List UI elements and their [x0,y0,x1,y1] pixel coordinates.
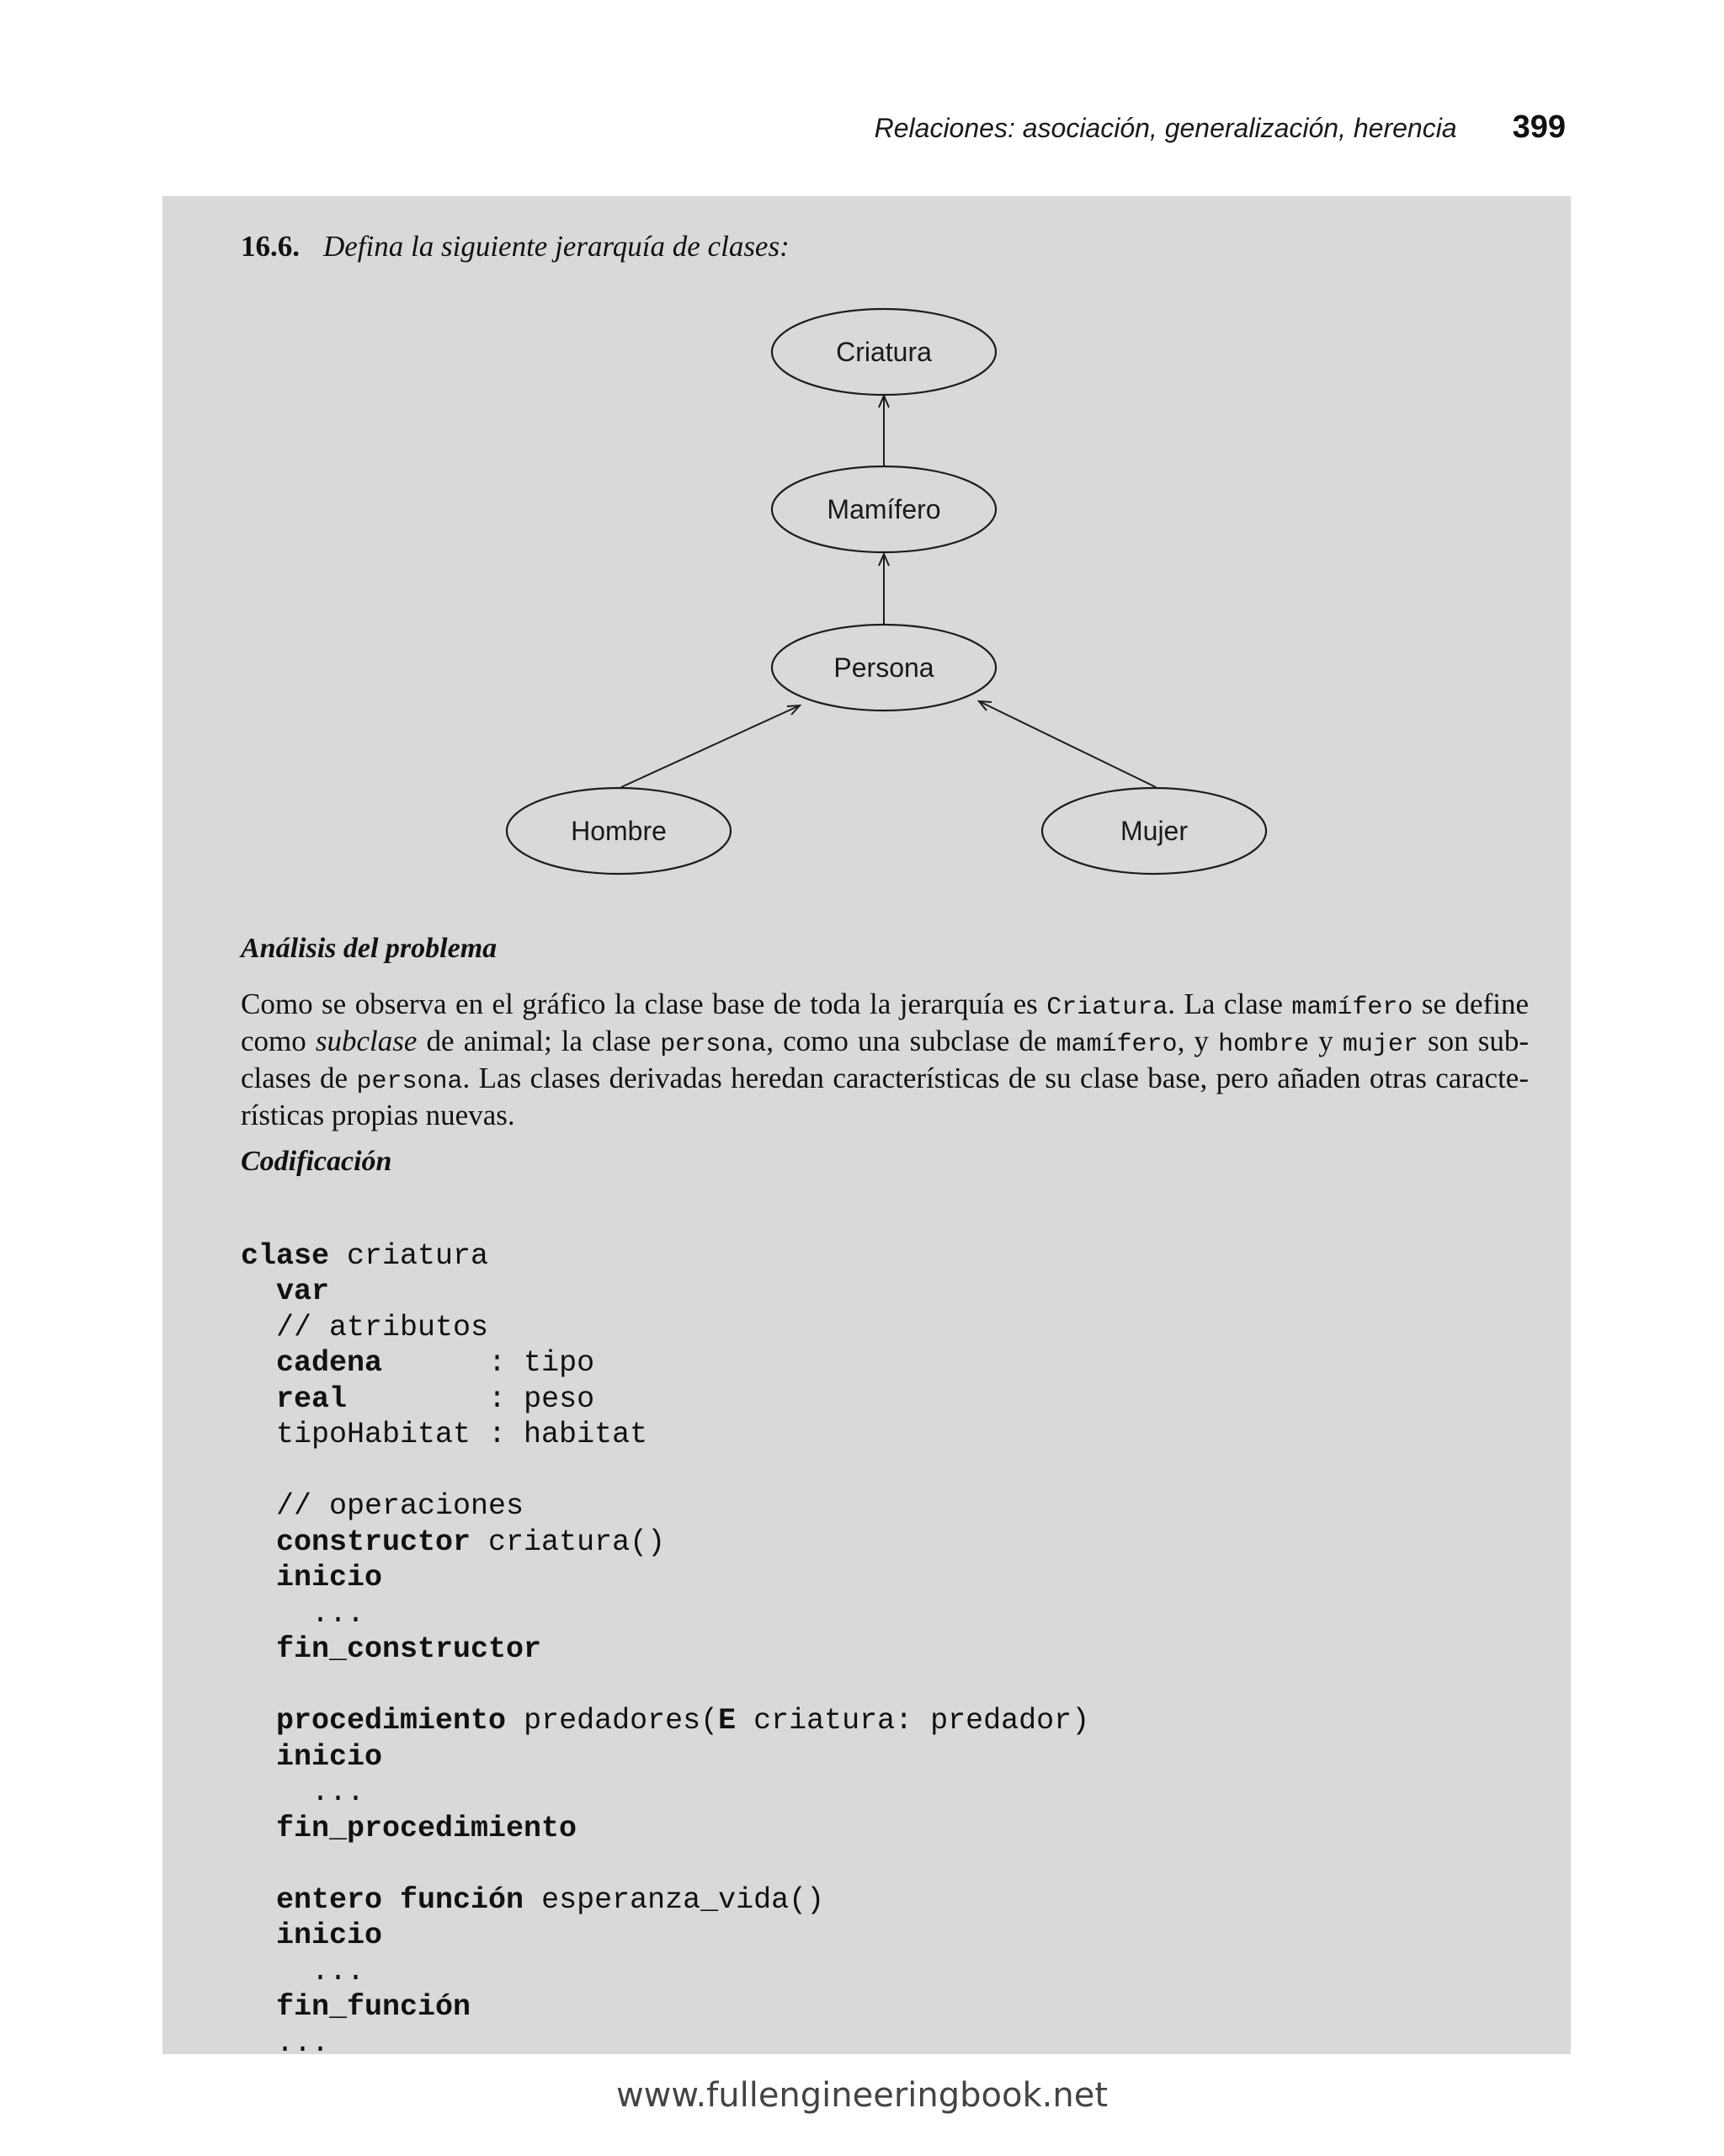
analysis-line-4: rísticas propias nuevas. [241,1099,515,1131]
footer-url: www.fullengineeringbook.net [615,2076,1109,2115]
code-blank-line [241,1846,1089,1882]
code-line: cadena : tipo [241,1346,595,1380]
analysis-line-2: como subclase de animal; la clase persona, como una subclase de mamífero, y hombre y mujer son sub- [241,1025,1529,1059]
node-criatura-label: Criatura [836,337,932,367]
code-line: // operaciones [241,1489,524,1523]
code-line: entero función esperanza_vida() [241,1882,825,1917]
code-line: procedimiento predadores(E criatura: predador) [241,1704,1090,1738]
code-line: ... [241,1775,365,1809]
class-hierarchy-diagram [162,196,1571,937]
page-number: 399 [1512,109,1566,145]
analysis-heading: Análisis del problema [241,933,498,964]
code-line: ... [241,1596,365,1631]
code-blank-line [241,1668,1089,1704]
code-line: // atributos [241,1310,489,1344]
analysis-paragraph [241,988,1529,1131]
exercise-panel [162,196,1571,2060]
code-line: fin_procedimiento [241,1811,577,1845]
coding-heading: Codificación [241,1146,392,1177]
node-mamifero [772,466,996,552]
code-line: inicio [241,1919,383,1952]
code-line: var [241,1275,330,1308]
code-line: fin_función [241,1990,471,2024]
code-line: ... [241,2026,330,2060]
node-persona [772,625,996,711]
code-line: clase criatura [241,1238,489,1273]
code-block [241,1202,1089,2132]
code-line: ... [241,1954,365,1988]
node-criatura [772,309,996,395]
edge-hombre-persona [621,705,800,787]
node-persona-label: Persona [833,652,934,683]
exercise-number: 16.6. [241,230,300,263]
analysis-line-1: Como se observa en el gráfico la clase base de toda la jerarquía es Criatura. La clase mamífero se define [241,988,1529,1022]
analysis-line-3: clases de persona. Las clases derivadas heredan características de su clase base, pero añaden otras caracte- [241,1062,1529,1096]
code-line: constructor criatura() [241,1525,666,1559]
node-mujer [1042,788,1266,874]
running-head [842,109,1566,146]
code-line: tipoHabitat : habitat [241,1418,648,1451]
node-hombre-label: Hombre [571,816,667,846]
exercise-text: Defina la siguiente jerarquía de clases: [323,230,790,263]
code-line: inicio [241,1739,383,1774]
node-hombre [507,788,731,874]
node-mujer-label: Mujer [1120,816,1189,846]
node-mamifero-label: Mamífero [827,494,941,524]
code-blank-line [241,1453,1089,1489]
running-title: Relaciones: asociación, generalización, herencia [874,113,1457,143]
edge-mujer-persona [979,701,1156,787]
code-line: fin_constructor [241,1632,542,1666]
code-line: inicio [241,1561,383,1594]
code-line: real : peso [241,1381,595,1416]
